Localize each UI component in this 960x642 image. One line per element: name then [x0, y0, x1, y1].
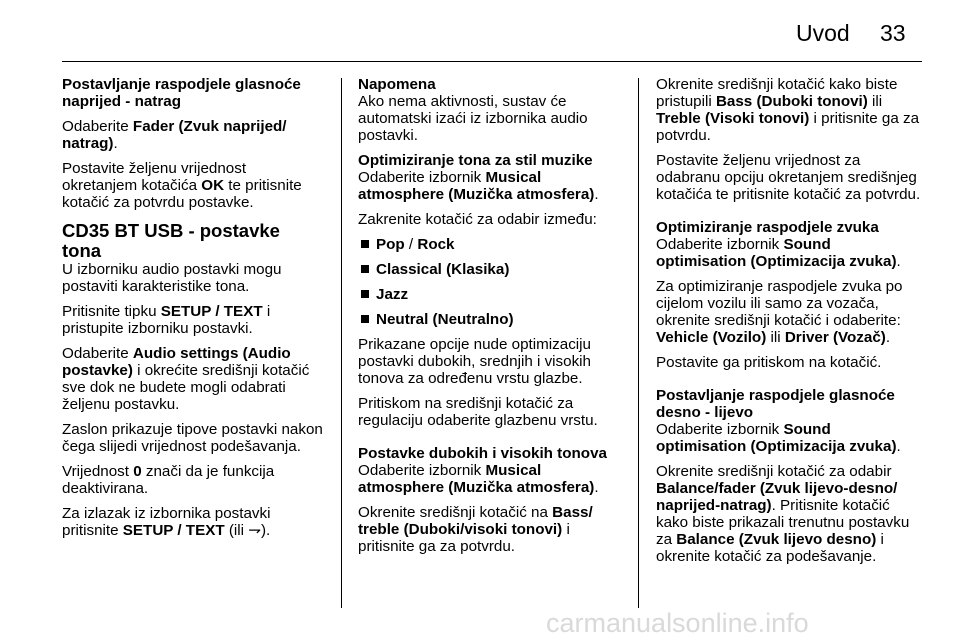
list-item: Pop / Rock	[358, 236, 620, 253]
column-divider-1	[341, 78, 342, 608]
heading-cd35: CD35 BT USB - postavke tona	[62, 220, 280, 261]
paragraph-press-select: Pritiskom na središnji kotačić za regulaciju odaberite glazbenu vrstu.	[358, 395, 598, 429]
paragraph-sound-optimisation: Odaberite izbornik Sound optimisation (Optimizacija zvuka).	[656, 236, 901, 270]
note-title: Napomena	[358, 76, 436, 93]
heading-balance: Postavljanje raspodjele glasnoće desno - lijevo	[656, 387, 895, 421]
paragraph-set-value: Postavite željenu vrijednost za odabranu opciju okretanjem središnjeg kotačića te pritisnite kotačić za potvrdu.	[656, 152, 921, 203]
paragraph-press-setup: Pritisnite tipku SETUP / TEXT i pristupite izborniku postavki.	[62, 303, 271, 337]
chapter-title: Uvod	[796, 20, 850, 46]
bullet-icon	[361, 265, 369, 273]
paragraph-zero-value: Vrijednost 0 znači da je funkcija deaktivirana.	[62, 463, 275, 497]
bullet-icon	[361, 240, 369, 248]
paragraph-choose: Zakrenite kotačić za odabir između:	[358, 211, 597, 228]
column-2	[358, 76, 620, 555]
paragraph-access-bass-treble: Okrenite središnji kotačić kako biste pristupili Bass (Duboki tonovi) ili Treble (Visoki tonovi) i pritisnite ga za potvrdu.	[656, 76, 920, 144]
page-number: 33	[880, 20, 906, 46]
paragraph-audio-settings: Odaberite Audio settings (Audio postavke) i okrećite središnji kotačić sve dok ne budete mogli odabrati željenu postavku.	[62, 345, 310, 413]
list-item: Jazz	[358, 286, 620, 303]
paragraph-turn-bass: Okrenite središnji kotačić na Bass/ treble (Duboki/visoki tonovi) i pritisnite ga za potvrdu.	[358, 504, 593, 555]
bullet-icon	[361, 315, 369, 323]
paragraph-fader-set: Postavite željenu vrijednost okretanjem kotačića OK te pritisnite kotačić za potvrdu postavke.	[62, 160, 302, 211]
paragraph-fader-select: Odaberite Fader (Zvuk naprijed/ natrag).	[62, 118, 287, 152]
paragraph-vehicle-driver: Za optimiziranje raspodjele zvuka po cijelom vozilu ili samo za vozača, okrenite središnji kotačić i odaberite: Vehicle (Vozilo) ili Driver (Vozač).	[656, 278, 903, 346]
page-header	[0, 0, 960, 60]
paragraph-bass-select: Odaberite izbornik Musical atmosphere (Muzička atmosfera).	[358, 462, 599, 496]
column-1	[62, 76, 324, 539]
paragraph-options-shown: Prikazane opcije nude optimizaciju postavki dubokih, srednjih i visokih tonova za određenu vrstu glazbe.	[358, 336, 592, 387]
paragraph-exit: Za izlazak iz izbornika postavki pritisnite SETUP / TEXT (ili ⇁).	[62, 505, 271, 539]
watermark-url: carmanualsonline.info	[546, 608, 809, 638]
paragraph-balance-turn: Okrenite središnji kotačić za odabir Balance/fader (Zvuk lijevo-desno/ naprijed-natrag). Pritisnite kotačić kako biste prikazali trenutnu postavku za Balance (Zvuk lijevo desno) i okrenite kotačić za podešavanje.	[656, 463, 910, 565]
bullet-icon	[361, 290, 369, 298]
note-text: Ako nema aktivnosti, sustav će automatski izaći iz izbornika audio postavki.	[358, 93, 588, 144]
back-icon: ⇁	[248, 522, 261, 539]
heading-bass-treble: Postavke dubokih i visokih tonova	[358, 445, 607, 462]
paragraph-screen: Zaslon prikazuje tipove postavki nakon čega slijedi vrijednost podešavanja.	[62, 421, 323, 455]
header-rule	[62, 61, 922, 62]
paragraph-musical-atmosphere: Odaberite izbornik Musical atmosphere (Muzička atmosfera).	[358, 169, 599, 203]
paragraph-set-press: Postavite ga pritiskom na kotačić.	[656, 354, 882, 371]
paragraph-balance-select: Odaberite izbornik Sound optimisation (Optimizacija zvuka).	[656, 421, 901, 455]
heading-music-style: Optimiziranje tona za stil muzike	[358, 152, 593, 169]
list-item: Neutral (Neutralno)	[358, 311, 620, 328]
heading-sound-distribution: Optimiziranje raspodjele zvuka	[656, 219, 879, 236]
column-3	[656, 76, 924, 565]
paragraph-cd35-intro: U izborniku audio postavki mogu postaviti karakteristike tona.	[62, 261, 282, 295]
list-item: Classical (Klasika)	[358, 261, 620, 278]
heading-fader: Postavljanje raspodjele glasnoće naprijed - natrag	[62, 76, 301, 110]
column-divider-2	[638, 78, 639, 608]
